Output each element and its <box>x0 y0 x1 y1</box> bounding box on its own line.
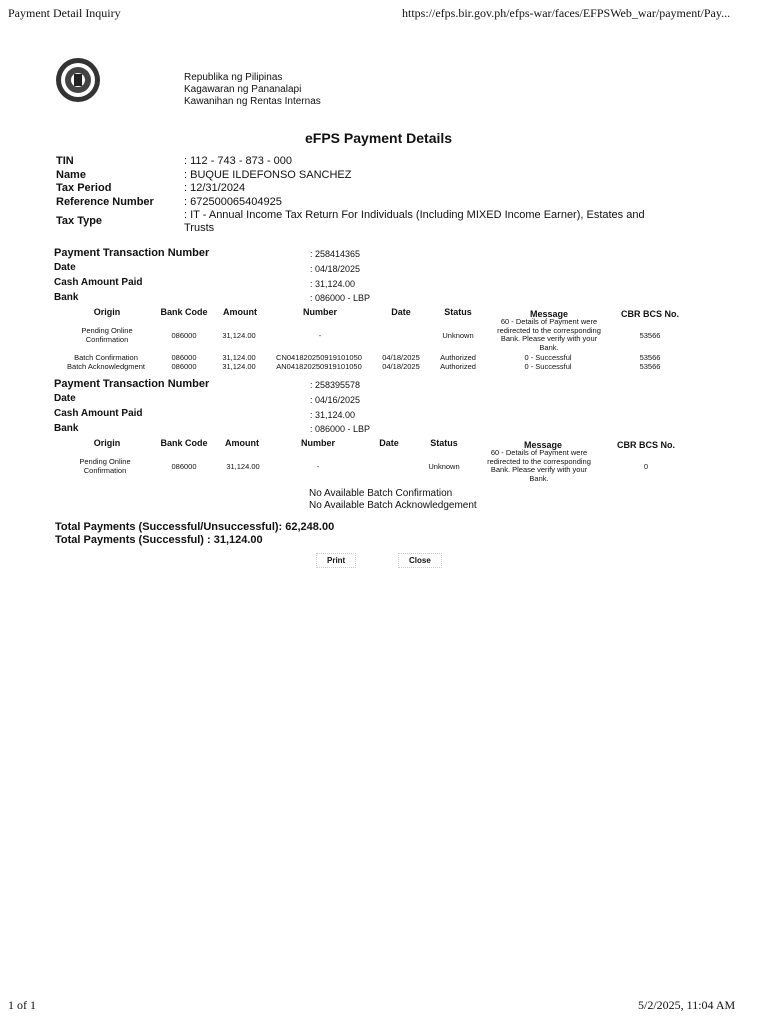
agency-line-3: Kawanihan ng Rentas Internas <box>184 96 321 107</box>
col-bank-code: Bank Code <box>160 307 208 317</box>
col-amount: Amount <box>225 438 259 448</box>
message-cell: 0 - Successful <box>524 362 572 371</box>
cbr-cell: 0 <box>643 462 649 471</box>
close-button[interactable]: Close <box>398 553 442 568</box>
reference-number-value: : 672500065404925 <box>184 196 282 208</box>
origin-cell: Batch Acknowledgment <box>67 362 145 371</box>
col-number: Number <box>300 438 335 448</box>
name-value: : BUQUE ILDEFONSO SANCHEZ <box>184 169 352 181</box>
col-bank-code: Bank Code <box>160 438 208 448</box>
col-number: Number <box>302 307 337 317</box>
number-cell: AN041820250919101050 <box>276 362 362 371</box>
no-batch-acknowledgement: No Available Batch Acknowledgement <box>309 500 477 511</box>
ptn-value: : 258414365 <box>310 249 361 259</box>
col-cbr: CBR BCS No. <box>617 440 675 450</box>
col-cbr: CBR BCS No. <box>621 309 679 319</box>
message-cell: 0 - Successful <box>524 353 572 362</box>
cbr-cell: 53566 <box>639 331 661 340</box>
date-cell: 04/18/2025 <box>382 362 420 371</box>
payment-date-value: : 04/16/2025 <box>310 395 361 405</box>
tax-type-value-line2: Trusts <box>184 222 215 234</box>
col-status: Status <box>444 307 472 317</box>
amount-cell: 31,124.00 <box>222 362 256 371</box>
total-payments-all: Total Payments (Successful/Unsuccessful): 62,248.00 <box>55 521 335 533</box>
ptn-label: Payment Transaction Number <box>54 378 210 390</box>
number-cell: - <box>316 462 320 471</box>
status-cell: Authorized <box>440 362 476 371</box>
bank-code-cell: 086000 <box>171 462 197 471</box>
tin-label: TIN <box>56 155 74 167</box>
agency-line-1: Republika ng Pilipinas <box>184 72 283 83</box>
print-timestamp: 5/2/2025, 11:04 AM <box>638 998 736 1012</box>
origin-cell: Batch Confirmation <box>74 353 138 362</box>
page-count: 1 of 1 <box>8 998 36 1012</box>
print-url: https://efps.bir.gov.ph/efps-war/faces/EFPSWeb_war/payment/Pay... <box>402 6 731 20</box>
tax-type-label: Tax Type <box>56 215 103 227</box>
origin-cell: Pending Online Confirmation <box>79 457 131 475</box>
message-cell: 60 - Details of Payment were redirected to the corresponding Bank. Please verify with your Bank. <box>497 317 601 352</box>
col-amount: Amount <box>223 307 257 317</box>
bank-value: : 086000 - LBP <box>310 293 371 303</box>
cash-amount-value: : 31,124.00 <box>310 410 356 420</box>
col-date: Date <box>391 307 411 317</box>
number-cell: CN041820250919101050 <box>276 353 362 362</box>
tax-type-value-line1: : IT - Annual Income Tax Return For Individuals (Including MIXED Income Earner), Estates and <box>184 209 645 221</box>
bank-code-cell: 086000 <box>171 331 197 340</box>
no-batch-confirmation: No Available Batch Confirmation <box>309 488 453 499</box>
col-status: Status <box>430 438 458 448</box>
status-cell: Unknown <box>428 462 460 471</box>
message-cell: 60 - Details of Payment were redirected to the corresponding Bank. Please verify with your Bank. <box>487 448 591 483</box>
col-origin: Origin <box>93 307 121 317</box>
ptn-label: Payment Transaction Number <box>54 247 210 259</box>
payment-date-label: Date <box>54 393 76 404</box>
cash-amount-label: Cash Amount Paid <box>54 277 143 288</box>
bank-value: : 086000 - LBP <box>310 424 371 434</box>
ptn-value: : 258395578 <box>310 380 361 390</box>
name-label: Name <box>56 169 86 181</box>
amount-cell: 31,124.00 <box>222 353 256 362</box>
col-message: Message <box>529 309 569 319</box>
origin-cell: Pending Online Confirmation <box>81 326 133 344</box>
total-payments-successful: Total Payments (Successful) : 31,124.00 <box>55 534 263 546</box>
col-message: Message <box>523 440 563 450</box>
bir-seal-icon <box>54 56 102 104</box>
status-cell: Authorized <box>440 353 476 362</box>
bank-code-cell: 086000 <box>171 362 197 371</box>
col-origin: Origin <box>93 438 121 448</box>
cbr-cell: 53566 <box>639 353 661 362</box>
print-page-title: Payment Detail Inquiry <box>8 6 121 20</box>
number-cell: - <box>318 331 322 340</box>
cbr-cell: 53566 <box>639 362 661 371</box>
cash-amount-value: : 31,124.00 <box>310 279 356 289</box>
bank-label: Bank <box>54 423 79 434</box>
tax-period-label: Tax Period <box>56 182 112 194</box>
print-button[interactable]: Print <box>316 553 356 568</box>
cash-amount-label: Cash Amount Paid <box>54 408 143 419</box>
agency-line-2: Kagawaran ng Pananalapi <box>184 84 302 95</box>
col-date: Date <box>379 438 399 448</box>
amount-cell: 31,124.00 <box>226 462 260 471</box>
bank-code-cell: 086000 <box>171 353 197 362</box>
tin-value: : 112 - 743 - 873 - 000 <box>184 155 293 167</box>
status-cell: Unknown <box>442 331 474 340</box>
date-cell: 04/18/2025 <box>382 353 420 362</box>
payment-date-label: Date <box>54 262 76 273</box>
tax-period-value: : 12/31/2024 <box>184 182 246 194</box>
page-title: eFPS Payment Details <box>305 130 453 146</box>
amount-cell: 31,124.00 <box>222 331 256 340</box>
payment-date-value: : 04/18/2025 <box>310 264 361 274</box>
bank-label: Bank <box>54 292 79 303</box>
reference-number-label: Reference Number <box>56 196 154 208</box>
